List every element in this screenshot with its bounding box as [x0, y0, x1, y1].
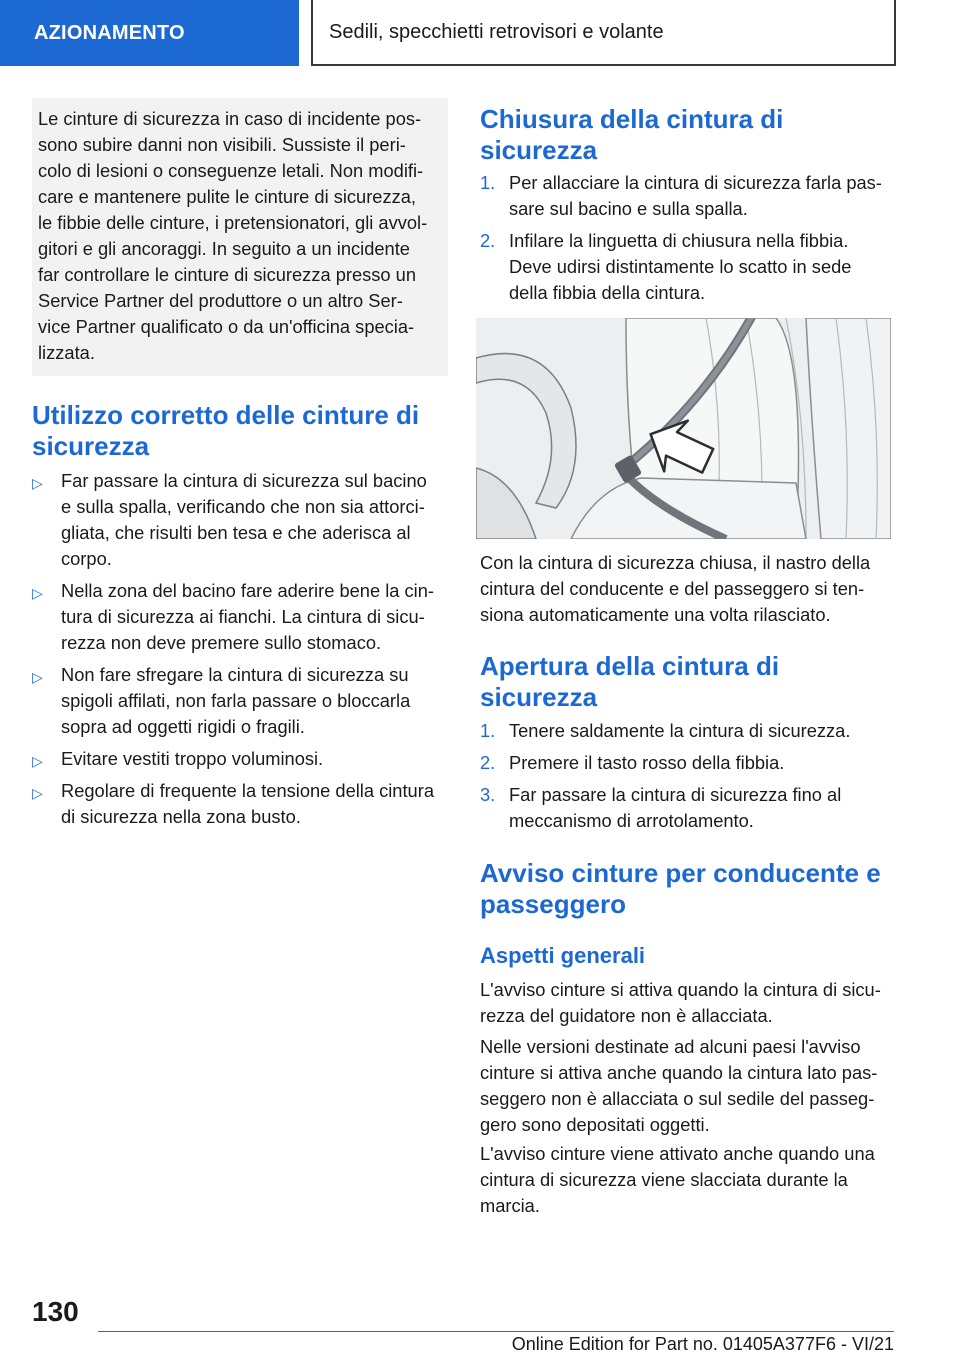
page-number: 130: [32, 1296, 79, 1327]
list-item: ▷ Far passare la cintura di sicurezza sul bacino e sulla spalla, verificando che non sia attorci- gliata, che risulti ben tesa e che aderisca al corpo.: [32, 470, 427, 569]
opening-steps: [480, 718, 900, 840]
step-item: 1. Per allacciare la cintura di sicurezza farla pas- sare sul bacino e sulla spalla.: [480, 172, 882, 219]
section-title: AZIONAMENTO: [34, 21, 185, 44]
triangle-bullet-icon: ▷: [32, 585, 43, 601]
heading-closing-belt: Chiusura della cintura di sicurezza: [480, 104, 784, 165]
triangle-bullet-icon: ▷: [32, 753, 43, 769]
reminder-paragraph: Nelle versioni destinate ad alcuni paesi l'avviso cinture si attiva anche quando la cintura lato pas- seggero non è allacciata o sul sedile del passeg- gero sono depositati oggetti.: [480, 1036, 878, 1135]
list-item: ▷ Non fare sfregare la cintura di sicurezza su spigoli affilati, non farla passare o bloccarla sopra ad oggetti rigidi o fragili.: [32, 664, 411, 737]
triangle-bullet-icon: ▷: [32, 475, 43, 491]
step-number: 2.: [480, 752, 496, 773]
list-item: ▷ Nella zona del bacino fare aderire bene la cin- tura di sicurezza ai fianchi. La cintura di sicu- rezza non deve premere sullo stomaco.: [32, 580, 434, 653]
warning-line: Service Partner del produttore o un altro Ser-: [38, 290, 403, 311]
seat-drawing: [476, 318, 891, 539]
heading-opening-belt: Apertura della cintura di sicurezza: [480, 651, 780, 712]
step-number: 1.: [480, 172, 496, 193]
section-tab: [0, 0, 299, 66]
reminder-paragraph: L'avviso cinture si attiva quando la cintura di sicu- rezza del guidatore non è allacciata.: [480, 979, 881, 1026]
heading-correct-use: Utilizzo corretto delle cinture di sicurezza: [32, 400, 420, 461]
closing-steps: [480, 170, 900, 312]
subheading-general: Aspetti generali: [480, 943, 646, 968]
step-item: 2. Infilare la linguetta di chiusura nella fibbia. Deve udirsi distintamente lo scatto in sede della fibbia della cintura.: [480, 230, 852, 303]
warning-box: [32, 98, 448, 376]
warning-line: far controllare le cinture di sicurezza presso un: [38, 264, 416, 285]
heading-belt-reminder: Avviso cinture per conducente e passeggero: [480, 858, 881, 919]
triangle-bullet-icon: ▷: [32, 669, 43, 685]
warning-line: care e mantenere pulite le cinture di sicurezza,: [38, 186, 417, 207]
triangle-bullet-icon: ▷: [32, 785, 43, 801]
step-item: 1. Tenere saldamente la cintura di sicurezza.: [480, 718, 900, 744]
correct-use-list: [32, 468, 452, 836]
chapter-title: Sedili, specchietti retrovisori e volante: [329, 20, 664, 43]
edition-note: Online Edition for Part no. 01405A377F6 - VI/21: [511, 1334, 894, 1354]
warning-line: vice Partner qualificato o da un'officina specia-: [38, 316, 415, 337]
warning-line: colo di lesioni o conseguenze letali. Non modifi-: [38, 160, 424, 181]
seatbelt-buckle-illustration: [476, 318, 891, 539]
footer-divider: [98, 1331, 894, 1332]
chapter-tab: [311, 0, 896, 66]
warning-line: gitori e gli ancoraggi. In seguito a un incidente: [38, 238, 410, 259]
step-item: 3. Far passare la cintura di sicurezza fino al meccanismo di arrotolamento.: [480, 784, 842, 831]
warning-line: lizzata.: [38, 342, 95, 363]
step-number: 3.: [480, 784, 496, 805]
step-number: 2.: [480, 230, 496, 251]
step-item: 2. Premere il tasto rosso della fibbia.: [480, 750, 900, 776]
warning-line: sono subire danni non visibili. Sussiste il peri-: [38, 134, 406, 155]
list-item: ▷ Evitare vestiti troppo voluminosi.: [32, 746, 452, 772]
reminder-paragraph: L'avviso cinture viene attivato anche quando una cintura di sicurezza viene slacciata durante la marcia.: [480, 1143, 875, 1216]
warning-line: le fibbie delle cinture, i pretensionatori, gli avvol-: [38, 212, 428, 233]
step-number: 1.: [480, 720, 496, 741]
figure-caption: Con la cintura di sicurezza chiusa, il nastro della cintura del conducente e del passeggero si ten- siona automaticamente una volta rilasciato.: [480, 552, 871, 625]
list-item: ▷ Regolare di frequente la tensione della cintura di sicurezza nella zona busto.: [32, 780, 434, 827]
warning-line: Le cinture di sicurezza in caso di incidente pos-: [38, 108, 422, 129]
